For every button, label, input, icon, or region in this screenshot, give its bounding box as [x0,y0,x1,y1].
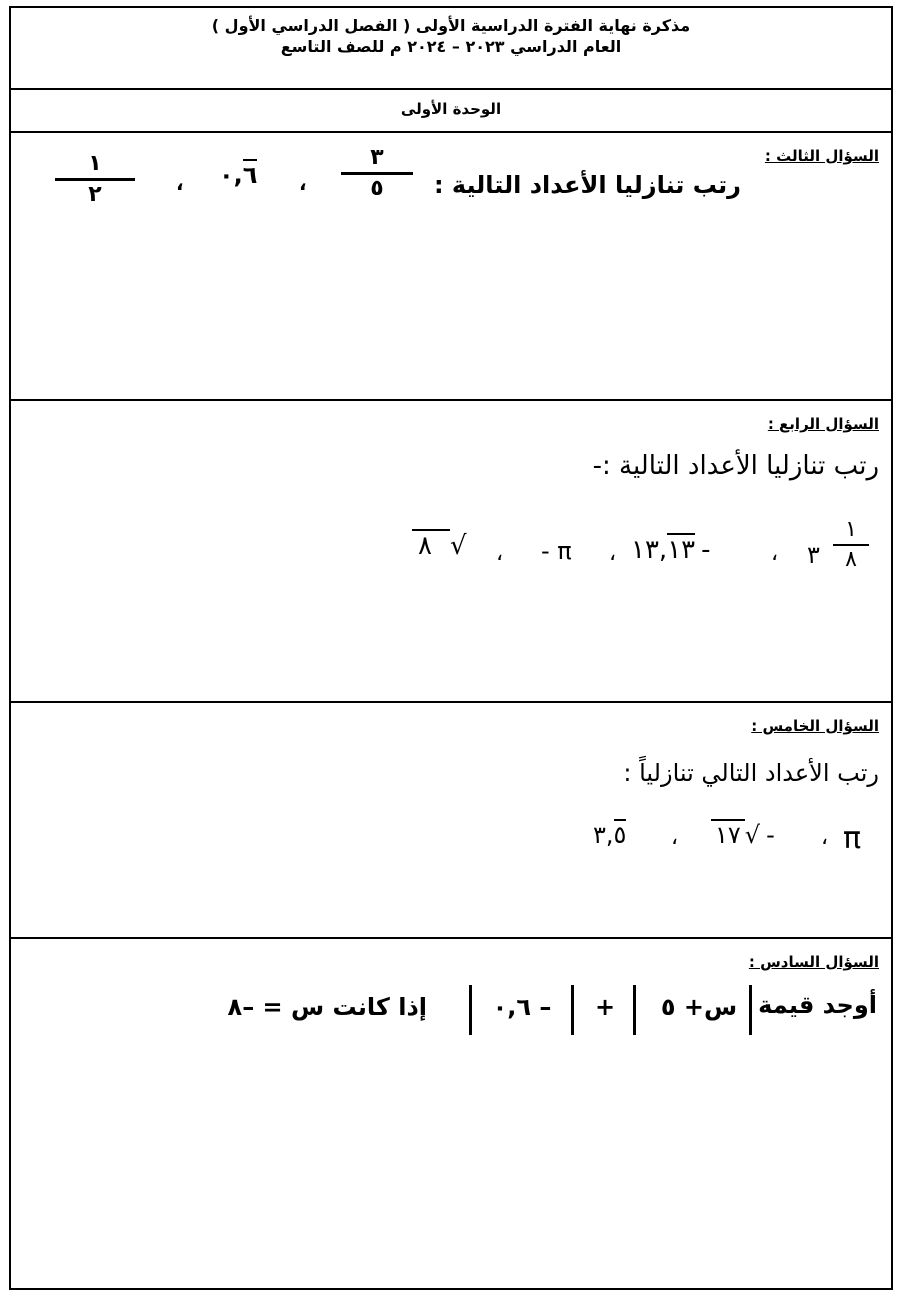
q4-negative-sign: - [701,535,711,565]
q4-mixed-whole: ٣ [807,541,820,569]
absolute-value-bar [571,985,574,1035]
q6-abs-expression-1: س+ ٥ [660,993,738,1021]
question-4-instruction: رتب تنازليا الأعداد التالية :- [592,451,879,481]
separator: ، [771,541,779,566]
q3-fraction-one-half [55,153,135,206]
separator: ، [496,541,504,566]
fraction-bar [833,544,869,546]
question-3-instruction: رتب تنازليا الأعداد التالية : [433,171,741,199]
absolute-value-bar [469,985,472,1035]
q4-negative-repeating-decimal [631,535,711,565]
q5-decimal-repeat: ٥ [613,821,627,849]
q5-decimal-whole: ٣, [593,821,614,849]
q4-sqrt-value: ٨ [412,529,450,561]
q4-mixed-denominator: ٨ [845,547,857,572]
question-6 [11,939,891,1292]
sqrt-symbol: √ [744,821,761,849]
q5-repeating-decimal [593,821,626,849]
q3-frac1-numerator: ٣ [370,145,384,170]
q6-condition: إذا كانت س = –٨ [227,993,427,1021]
q6-find-label: أوجد قيمة [758,991,877,1019]
worksheet-sheet [9,6,893,1290]
unit-row [11,90,891,133]
q3-decimal-repeat: ٦ [242,161,258,189]
q3-decimal-whole: ٠, [219,161,243,189]
q4-decimal-tail: ١٣, [631,535,668,565]
separator: ، [299,171,307,195]
header-subtitle: العام الدراسي ٢٠٢٣ – ٢٠٢٤ م للصف التاسع [280,37,622,56]
separator: ، [671,825,679,850]
question-5-instruction: رتب الأعداد التالي تنازلياً : [623,759,879,787]
q4-decimal-repeat: ١٣ [667,535,696,565]
q3-frac2-denominator: ٢ [88,182,102,207]
question-5-title: السؤال الخامس : [751,717,879,735]
q5-pi: π [843,821,862,856]
q6-plus: + [595,993,616,1021]
fraction-bar [341,172,413,175]
q5-negative-sign: - [766,821,775,849]
q5-sqrt-value: ١٧ [711,819,745,849]
worksheet-header [11,8,891,90]
q4-mixed-fraction [833,519,869,571]
question-3-title: السؤال الثالث : [764,147,879,165]
separator: ، [821,825,829,850]
q4-negative-pi: - π [541,537,572,565]
q3-frac2-numerator: ١ [88,151,102,176]
q6-abs-expression-2: – ٠,٦ [492,993,552,1021]
unit-title: الوحدة الأولى [400,100,502,118]
question-4 [11,401,891,703]
sqrt-symbol: ٨ √ [406,529,467,561]
separator: ، [176,171,184,195]
fraction-bar [55,178,135,181]
question-4-title: السؤال الرابع : [767,415,879,433]
q5-negative-sqrt [711,821,775,849]
question-6-title: السؤال السادس : [748,953,879,971]
absolute-value-bar [633,985,636,1035]
question-5 [11,703,891,939]
header-title: مذكرة نهاية الفترة الدراسية الأولى ( الفصل الدراسي الأول ) [211,16,691,35]
q3-fraction-three-fifths [341,147,413,200]
absolute-value-bar [749,985,752,1035]
separator: ، [609,541,617,566]
q3-frac1-denominator: ٥ [370,176,384,201]
q3-repeating-decimal [219,161,257,189]
q4-mixed-numerator: ١ [845,517,857,542]
question-3 [11,133,891,401]
q4-square-root [406,529,467,561]
